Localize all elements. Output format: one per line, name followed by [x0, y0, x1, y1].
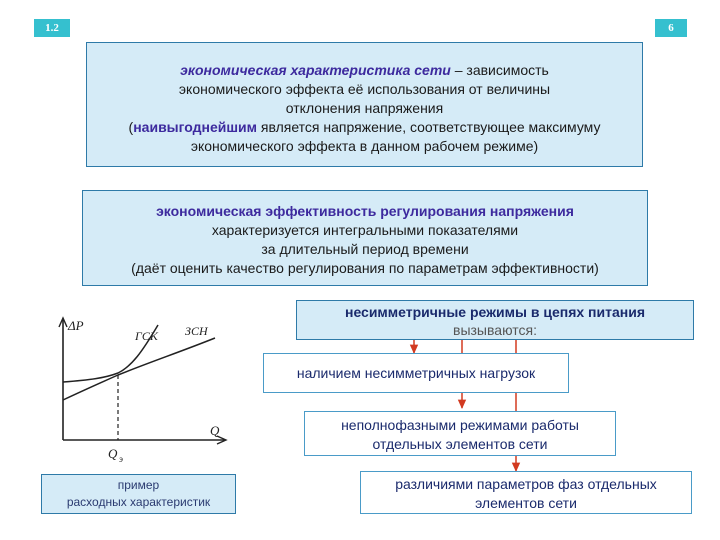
cause-asymmetric-loads: наличием несимметричных нагрузок — [263, 353, 569, 393]
regulation-line-3: за длительный период времени — [261, 241, 469, 257]
graph-x-label: Q — [210, 423, 220, 438]
graph-marker-sub: э — [119, 454, 123, 464]
slide-number-left: 1.2 — [34, 19, 70, 37]
cause-phase-parameter-differences: различиями параметров фаз отдельных элементов сети — [360, 471, 692, 514]
graph-y-label: ΔP — [68, 318, 84, 333]
asymmetric-modes-subtitle: вызываются: — [453, 322, 537, 338]
definition-line-1: экономическая характеристика сети – зависимость — [180, 62, 549, 78]
definition-line-2: экономического эффекта её использования от величины — [178, 81, 551, 97]
definition-line-5: экономического эффекта в данном рабочем режиме) — [190, 138, 539, 154]
graph-caption-line-1: пример — [117, 478, 160, 492]
graph-curve-zsn-label: ЗСН — [185, 324, 208, 338]
regulation-line-4: (даёт оценить качество регулирования по параметрам эффективности) — [131, 260, 599, 276]
definition-line-3: отклонения напряжения — [285, 100, 444, 116]
graph-caption-line-2: расходных характеристик — [66, 495, 211, 509]
graph-curve-gsk-label: ГСК — [135, 329, 158, 343]
cause-open-phase-modes: неполнофазными режимами работы отдельных элементов сети — [304, 411, 616, 456]
definition-line-4: (наивыгоднейшим является напряжение, соответствующее максимуму — [128, 119, 601, 135]
graph-caption-box — [41, 474, 236, 514]
graph-curve-zsn — [63, 338, 215, 400]
regulation-efficiency-title: экономическая эффективность регулирования напряжения — [156, 203, 574, 219]
term-network-characteristic: экономическая характеристика сети — [180, 62, 451, 78]
slide-number-right: 6 — [655, 19, 687, 37]
regulation-line-2: характеризуется интегральными показателями — [211, 222, 519, 238]
asymmetric-modes-title: несимметричные режимы в цепях питания — [344, 304, 645, 320]
graph-marker-label: Q — [108, 446, 118, 461]
term-best: наивыгоднейшим — [133, 119, 258, 135]
